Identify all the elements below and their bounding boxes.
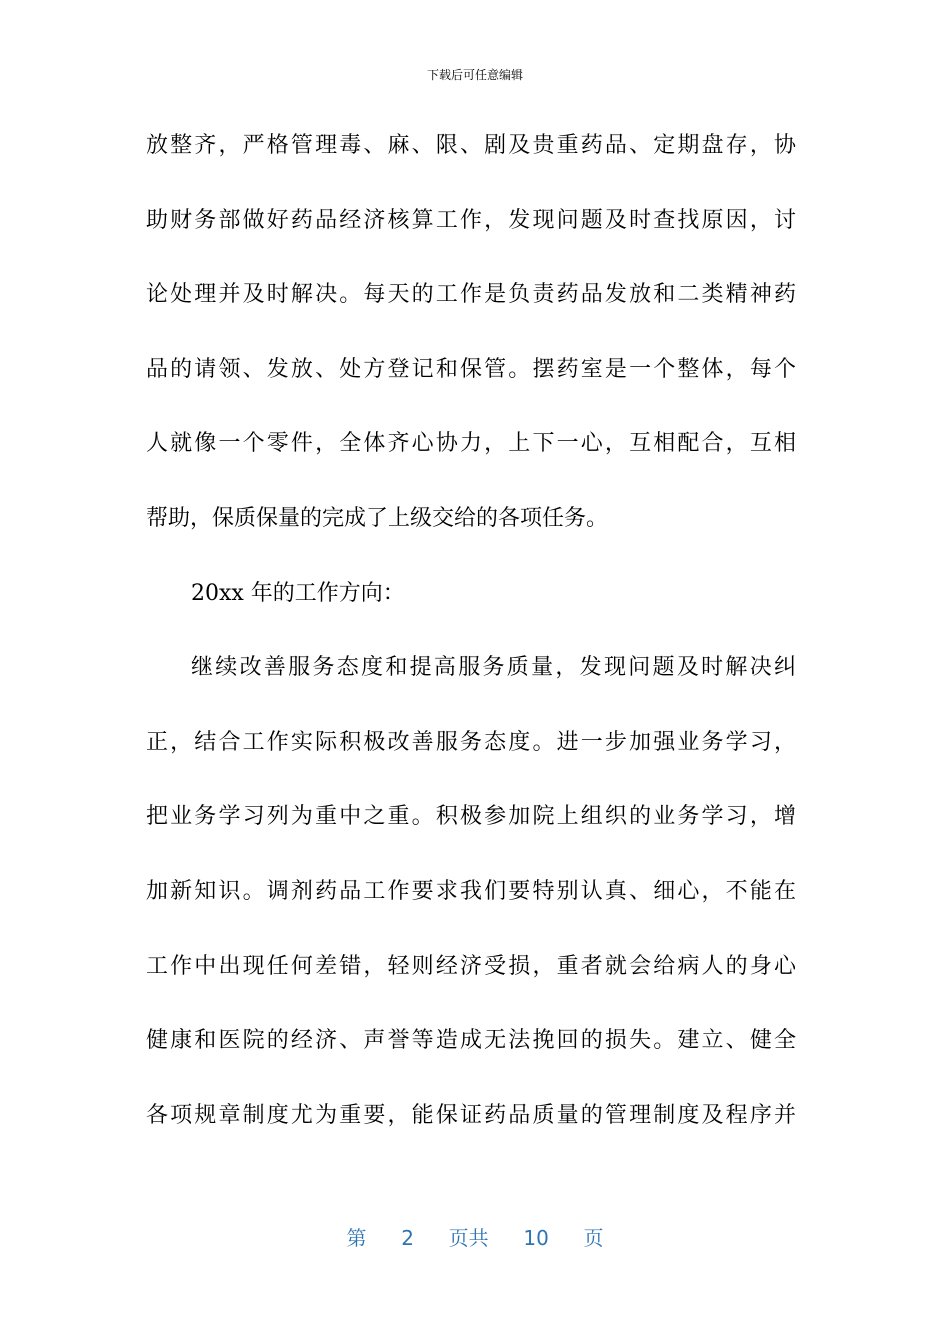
footer-page-total: 10 bbox=[523, 1226, 549, 1250]
body-line-14: 各项规章制度尤为重要，能保证药品质量的管理制度及程序并 bbox=[146, 1102, 796, 1128]
body-line-11: 加新知识。调剂药品工作要求我们要特别认真、细心，不能在 bbox=[146, 878, 796, 904]
document-body bbox=[146, 120, 796, 1164]
body-line-12: 工作中出现任何差错，轻则经济受损，重者就会给病人的身心 bbox=[146, 953, 796, 979]
body-line-1: 放整齐，严格管理毒、麻、限、剧及贵重药品、定期盘存，协 bbox=[146, 133, 796, 158]
body-line-5: 人就像一个零件，全体齐心协力，上下一心，互相配合，互相 bbox=[146, 431, 796, 457]
footer-page-number: 2 bbox=[401, 1226, 414, 1250]
footer-page-suffix: 页 bbox=[583, 1226, 604, 1250]
body-line-3: 论处理并及时解决。每天的工作是负责药品发放和二类精神药 bbox=[146, 282, 796, 308]
body-line-6: 帮助，保质保量的完成了上级交给的各项任务。 bbox=[146, 505, 609, 531]
body-line-10: 把业务学习列为重中之重。积极参加院上组织的业务学习，增 bbox=[146, 804, 796, 830]
footer-page-middle: 页共 bbox=[448, 1226, 489, 1250]
body-line-2: 助财务部做好药品经济核算工作，发现问题及时查找原因，讨 bbox=[146, 207, 796, 233]
body-line-9: 正，结合工作实际积极改善服务态度。进一步加强业务学习， bbox=[146, 729, 796, 755]
section-heading: 20xx 年的工作方向： bbox=[191, 580, 405, 606]
page-header: 下载后可任意编辑 bbox=[426, 68, 523, 82]
body-line-4: 品的请领、发放、处方登记和保管。摆药室是一个整体，每个 bbox=[146, 356, 796, 382]
footer-page-prefix: 第 bbox=[346, 1226, 367, 1250]
body-line-8: 继续改善服务态度和提高服务质量，发现问题及时解决纠 bbox=[191, 655, 796, 681]
page-footer bbox=[0, 1222, 950, 1254]
body-line-13: 健康和医院的经济、声誉等造成无法挽回的损失。建立、健全 bbox=[146, 1028, 796, 1054]
